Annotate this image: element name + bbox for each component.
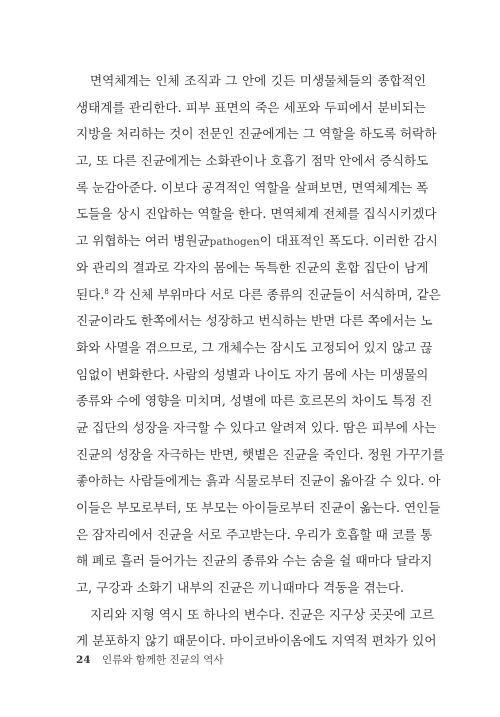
paragraph-line: 종류와 수에 영향을 미치며, 성별에 따른 호르몬의 차이도 특정 진 [76,393,433,409]
paragraph-line: 균 집단의 성장을 자극할 수 있다고 알려져 있다. 땀은 피부에 사는 [76,419,437,435]
paragraph-line: 고, 구강과 소화기 내부의 진균은 끼니때마다 격동을 겪는다. [76,580,405,596]
paragraph-line: 진균의 성장을 자극하는 반면, 햇볕은 진균을 죽인다. 정원 가꾸기를 [76,446,445,462]
running-title: 인류와 함께한 진균의 역사 [101,654,224,666]
paragraph-line: 화와 사멸을 겪으므로, 그 개체수는 잠시도 고정되어 있지 않고 끊 [76,339,433,355]
page-number: 24 [76,654,91,666]
paragraph-line: 해 폐로 흘러 들어가는 진균의 종류와 수는 숨을 쉴 때마다 달라지 [76,553,433,569]
paragraph-line: 면역체계는 인체 조직과 그 안에 깃든 미생물체들의 종합적인 [90,73,426,88]
body-text [76,68,445,655]
paragraph-line: 고, 또 다른 진균에게는 소화관이나 호흡기 점막 안에서 증식하도 [76,153,429,169]
paragraph-line [76,282,441,309]
paragraph-text: 각 신체 부위마다 서로 다른 종류의 진균들이 서식하며, 같은 [108,286,441,302]
latin-term: pathogen [209,236,260,249]
paragraph-line: 지방을 처리하는 것이 전문인 진균에게는 그 역할을 하도록 허락하 [76,126,437,142]
paragraph-line: 와 관리의 결과로 각자의 몸에는 독특한 진균의 혼합 집단이 남게 [76,259,429,275]
footnote-reference: 8 [104,287,109,296]
paragraph-line: 은 잠자리에서 진균을 서로 주고받는다. 우리가 호흡할 때 코를 통 [76,526,433,542]
paragraph-line: 록 눈감아준다. 이보다 공격적인 역할을 살펴보면, 면역체계는 폭 [76,179,429,195]
paragraph-line: 생태계를 관리한다. 피부 표면의 죽은 세포와 두피에서 분비되는 [76,99,426,115]
paragraph-text: 이 대표적인 폭도다. 이러한 감시 [259,233,438,249]
paragraph-line [76,228,438,255]
paragraph-text: 고 위협하는 여러 병원균 [76,233,210,249]
paragraph-line: 임없이 변화한다. 사람의 성별과 나이도 자기 몸에 사는 미생물의 [76,366,429,382]
paragraph-text: 된다. [76,286,105,302]
paragraph-line: 도들을 상시 진압하는 역할을 한다. 면역체계 전체를 집식시키겠다 [76,206,437,222]
page-footer [76,652,224,667]
paragraph-line: 진균이라도 한쪽에서는 성장하고 번식하는 반면 다른 쪽에서는 노 [76,313,433,329]
paragraph-line: 게 분포하지 않기 때문이다. 마이코바이옴에도 지역적 편차가 있어 [76,633,437,649]
paragraph-line: 좋아하는 사람들에게는 흙과 식물로부터 진균이 옮아갈 수 있다. 아 [76,473,441,489]
paragraph-line: 이들은 부모로부터, 또 부모는 아이들로부터 진균이 옮는다. 연인들 [76,500,441,515]
paragraph-line: 지리와 지형 역시 또 하나의 변수다. 진균은 지구상 곳곳에 고르 [90,606,435,622]
